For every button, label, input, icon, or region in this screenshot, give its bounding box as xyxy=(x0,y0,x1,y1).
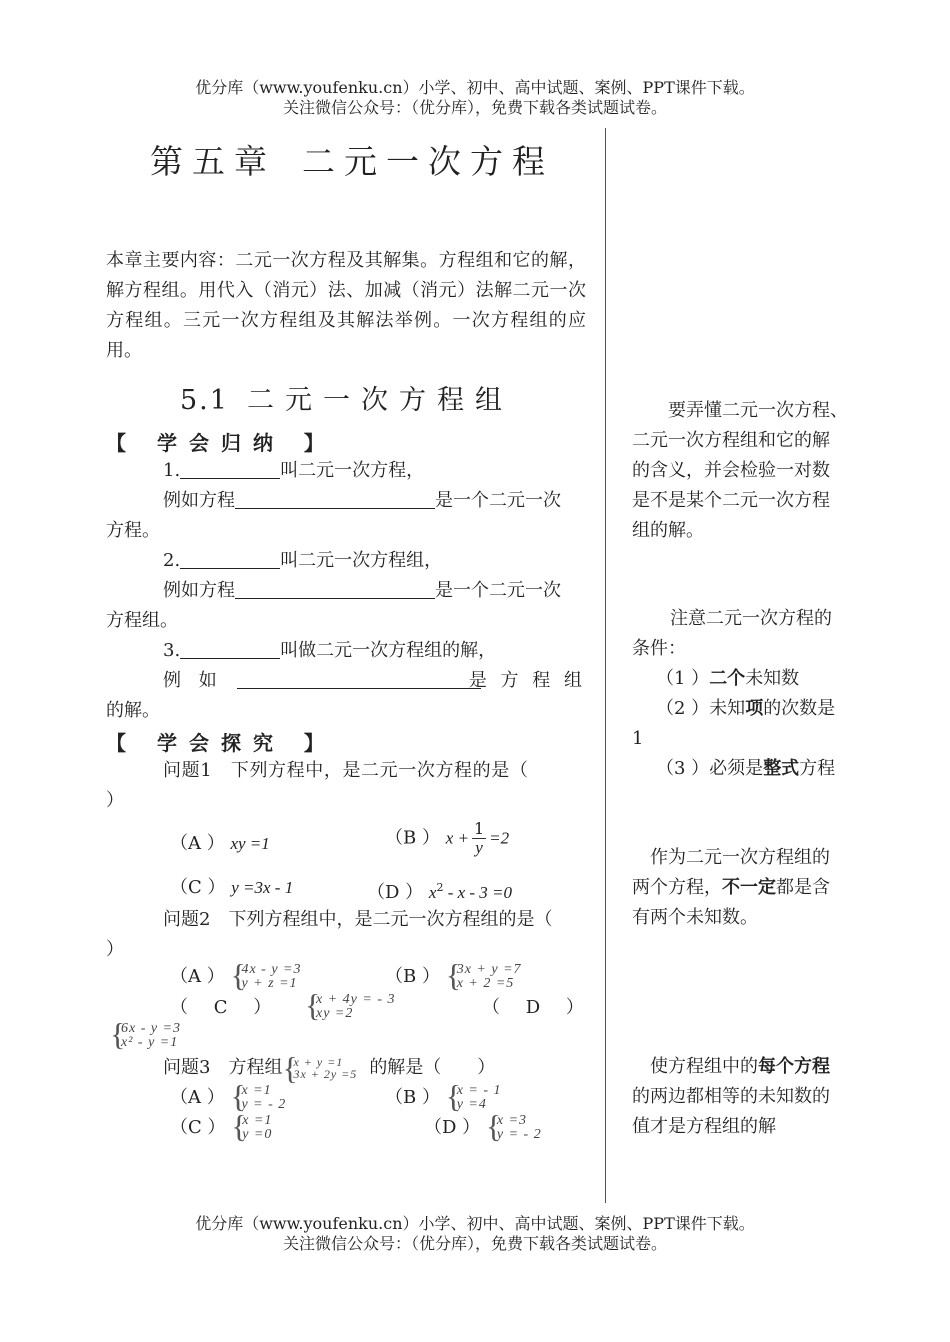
section-number: 5.1 xyxy=(180,385,229,416)
equation-row: { 6x - y =3 xyxy=(121,1021,182,1036)
condition-text: （3 ）必须是 xyxy=(656,758,764,779)
equation-row: y + z =1 xyxy=(241,976,298,991)
summary-example-2 xyxy=(163,576,561,606)
option-label: （B ） xyxy=(385,966,440,987)
example-label: 例如方程 xyxy=(163,490,235,511)
option-label: （A ） xyxy=(170,1087,225,1108)
summary-example-2-wrap: 方程组。 xyxy=(106,610,178,631)
example-text: 是一个二元一次 xyxy=(435,490,561,511)
q3-option-a[interactable] xyxy=(170,1083,286,1113)
option-math: - x - 3 =0 xyxy=(443,883,513,902)
condition-text: （1 ） xyxy=(656,668,710,689)
q2-option-a[interactable] xyxy=(170,962,302,992)
equation-row: 3x + 2y =5 xyxy=(293,1067,358,1081)
summary-example-3 xyxy=(163,666,586,696)
page-header-line1: 优分库（www.youfenku.cn）小学、初中、高中试题、案例、PPT课件下载。 xyxy=(195,78,755,97)
question-2-stem: 问题2 下列方程组中，是二元一次方程组的是（ xyxy=(163,909,553,930)
q2-option-b[interactable] xyxy=(385,962,522,992)
equation-row: { 4x - y =3 xyxy=(241,962,302,977)
option-math: x xyxy=(428,883,437,902)
note-line: 注意二元一次方程的 xyxy=(670,608,832,629)
condition-emphasis: 二个 xyxy=(709,668,746,689)
answer-blank[interactable] xyxy=(235,580,435,599)
q2-option-c[interactable] xyxy=(305,992,395,1022)
equation-system xyxy=(305,993,395,1021)
equation-system xyxy=(230,963,301,991)
option-math: x + xyxy=(445,828,469,848)
exponent: 2 xyxy=(436,881,444,894)
q3-option-b[interactable] xyxy=(385,1083,502,1113)
note-line: 要弄懂二元一次方程、 xyxy=(650,400,848,421)
q2-option-d[interactable] xyxy=(110,1021,181,1051)
equation-row: { x = - 1 xyxy=(456,1083,502,1098)
sidebar-note-conditions xyxy=(632,604,835,784)
condition-3 xyxy=(632,754,835,784)
answer-blank[interactable] xyxy=(237,670,481,689)
option-label: （B ） xyxy=(385,1087,440,1108)
q1-option-d[interactable] xyxy=(367,873,512,908)
condition-text: 方程 xyxy=(799,758,836,779)
page-header-line2: 关注微信公众号：（优分库），免费下载各类试题试卷。 xyxy=(282,98,667,117)
note-line: 作为二元一次方程组的 xyxy=(650,847,830,868)
note-line: 是不是某个二元一次方程 xyxy=(632,490,830,511)
option-label: （ D ） xyxy=(482,997,584,1018)
note-text: 使方程组中的 xyxy=(650,1056,758,1077)
answer-blank[interactable] xyxy=(180,550,280,569)
option-label: （B ） xyxy=(385,827,440,849)
condition-text: （2 ）未知 xyxy=(656,698,746,719)
note-line: 二元一次方程组和它的解 xyxy=(632,430,830,451)
answer-blank[interactable] xyxy=(235,490,435,509)
q3-option-d[interactable] xyxy=(424,1113,542,1143)
option-label: （A ） xyxy=(170,833,225,854)
fraction xyxy=(472,820,486,857)
note-line: 有两个未知数。 xyxy=(632,907,758,928)
sidebar-note-understand xyxy=(632,396,848,546)
summary-example-1-wrap: 方程。 xyxy=(106,520,160,541)
section-name: 二元一次方程组 xyxy=(246,385,513,416)
equation-row: { x + y =1 xyxy=(293,1055,344,1069)
column-divider xyxy=(605,128,606,1203)
note-line: 的含义，并会检验一对数 xyxy=(632,460,830,481)
summary-item-2 xyxy=(163,546,442,576)
condition-2 xyxy=(632,694,835,724)
condition-emphasis: 项 xyxy=(745,698,764,719)
item-text: 叫二元一次方程， xyxy=(280,460,425,481)
option-label: （D ） xyxy=(424,1117,481,1138)
example-text: 是 方 程 组 xyxy=(468,670,586,691)
q3-option-c[interactable] xyxy=(170,1113,272,1143)
note-emphasis: 每个方程 xyxy=(758,1056,830,1077)
section-title xyxy=(180,378,513,417)
question-text: 问题3 方程组 xyxy=(163,1057,283,1078)
equation-row: y = - 2 xyxy=(496,1127,542,1142)
option-label: （D ） xyxy=(367,882,424,903)
page-footer-line1: 优分库（www.youfenku.cn）小学、初中、高中试题、案例、PPT课件下载。 xyxy=(195,1214,755,1233)
equation-row: y =0 xyxy=(242,1127,273,1142)
q2-option-c-label[interactable] xyxy=(170,993,271,1023)
question-1-stem xyxy=(163,756,586,786)
equation-row: { x =1 xyxy=(241,1083,272,1098)
example-text: 是一个二元一次 xyxy=(435,580,561,601)
condition-emphasis: 整式 xyxy=(763,758,800,779)
example-label: 例如方程 xyxy=(163,580,235,601)
note-line xyxy=(632,873,830,903)
question-text: 的解是（ ） xyxy=(369,1057,496,1078)
equation-system xyxy=(486,1114,542,1142)
question-2-close: ） xyxy=(106,939,124,960)
summary-item-3 xyxy=(163,636,496,666)
equation-row: y = - 2 xyxy=(241,1097,287,1112)
summary-example-3-wrap: 的解。 xyxy=(106,700,160,721)
note-emphasis: 不一定 xyxy=(722,877,776,898)
sidebar-note-system xyxy=(632,843,830,933)
equation-row: { 3x + y =7 xyxy=(456,962,522,977)
item-text: 叫做二元一次方程组的解， xyxy=(280,640,497,661)
sidebar-note-solution xyxy=(632,1052,830,1142)
answer-blank[interactable] xyxy=(180,460,280,479)
chapter-title xyxy=(150,136,554,183)
learn-summary-heading: 【 学会归纳 】 xyxy=(106,431,336,455)
equation-row: x + 2 =5 xyxy=(456,976,515,991)
option-label: （C ） xyxy=(170,1117,226,1138)
option-math: y =3x - 1 xyxy=(231,878,294,897)
question-text: 问题1 下列方程中，是二元一次方程的是（ xyxy=(163,760,529,781)
fraction-numerator: 1 xyxy=(473,819,485,838)
answer-blank[interactable] xyxy=(180,640,280,659)
note-text: 两个方程， xyxy=(632,877,722,898)
option-label: （A ） xyxy=(170,966,225,987)
learn-explore-heading: 【 学会探究 】 xyxy=(106,731,336,755)
option-math: xy =1 xyxy=(230,834,270,853)
option-label: （ C ） xyxy=(170,997,272,1018)
note-line: 值才是方程组的解 xyxy=(632,1116,776,1137)
item-number: 2. xyxy=(163,550,181,571)
fraction-denominator: y xyxy=(475,838,483,857)
q2-option-d-label[interactable] xyxy=(482,993,584,1023)
equation-system xyxy=(231,1114,272,1142)
q1-option-a[interactable] xyxy=(170,829,270,859)
equation-system xyxy=(446,963,522,991)
note-text: 都是含 xyxy=(776,877,830,898)
item-text: 叫二元一次方程组， xyxy=(280,550,443,571)
condition-1 xyxy=(632,664,835,694)
page-footer-line2: 关注微信公众号：（优分库），免费下载各类试题试卷。 xyxy=(282,1234,667,1253)
equation-system xyxy=(110,1022,181,1050)
summary-item-1 xyxy=(163,456,424,486)
equation-row: { x + 4y = - 3 xyxy=(316,992,396,1007)
note-line: 组的解。 xyxy=(632,520,704,541)
q1-option-c[interactable] xyxy=(170,873,293,903)
chapter-name: 二元一次方程 xyxy=(302,142,554,181)
condition-text: 的次数是 xyxy=(763,698,836,719)
equation-row: { x =1 xyxy=(242,1113,273,1128)
item-number: 3. xyxy=(163,640,181,661)
equation-row: y =4 xyxy=(456,1097,487,1112)
equation-row: x² - y =1 xyxy=(121,1035,179,1050)
chapter-intro: 本章主要内容：二元一次方程及其解集。方程组和它的解，解方程组。用代入（消元）法、加减（消元）法解二元一次方程组。三元一次方程组及其解法举例。一次方程组的应用。 xyxy=(106,250,586,361)
equation-system xyxy=(282,1056,357,1080)
note-line: 的两边都相等的未知数的 xyxy=(632,1086,830,1107)
chapter-number: 第五章 xyxy=(150,142,276,181)
equation-row: { x =3 xyxy=(496,1113,528,1128)
example-label: 例 如 xyxy=(163,670,223,691)
condition-2-wrap: 1 xyxy=(632,728,644,749)
summary-example-1 xyxy=(163,486,561,516)
note-line xyxy=(632,1052,830,1082)
equation-row: xy =2 xyxy=(316,1006,354,1021)
condition-text: 未知数 xyxy=(745,668,800,689)
option-label: （C ） xyxy=(170,877,226,898)
option-math: =2 xyxy=(489,828,510,848)
item-number: 1. xyxy=(163,460,181,481)
q1-option-b[interactable] xyxy=(385,820,509,857)
question-1-close: ） xyxy=(106,790,124,811)
note-line: 条件： xyxy=(632,638,686,659)
